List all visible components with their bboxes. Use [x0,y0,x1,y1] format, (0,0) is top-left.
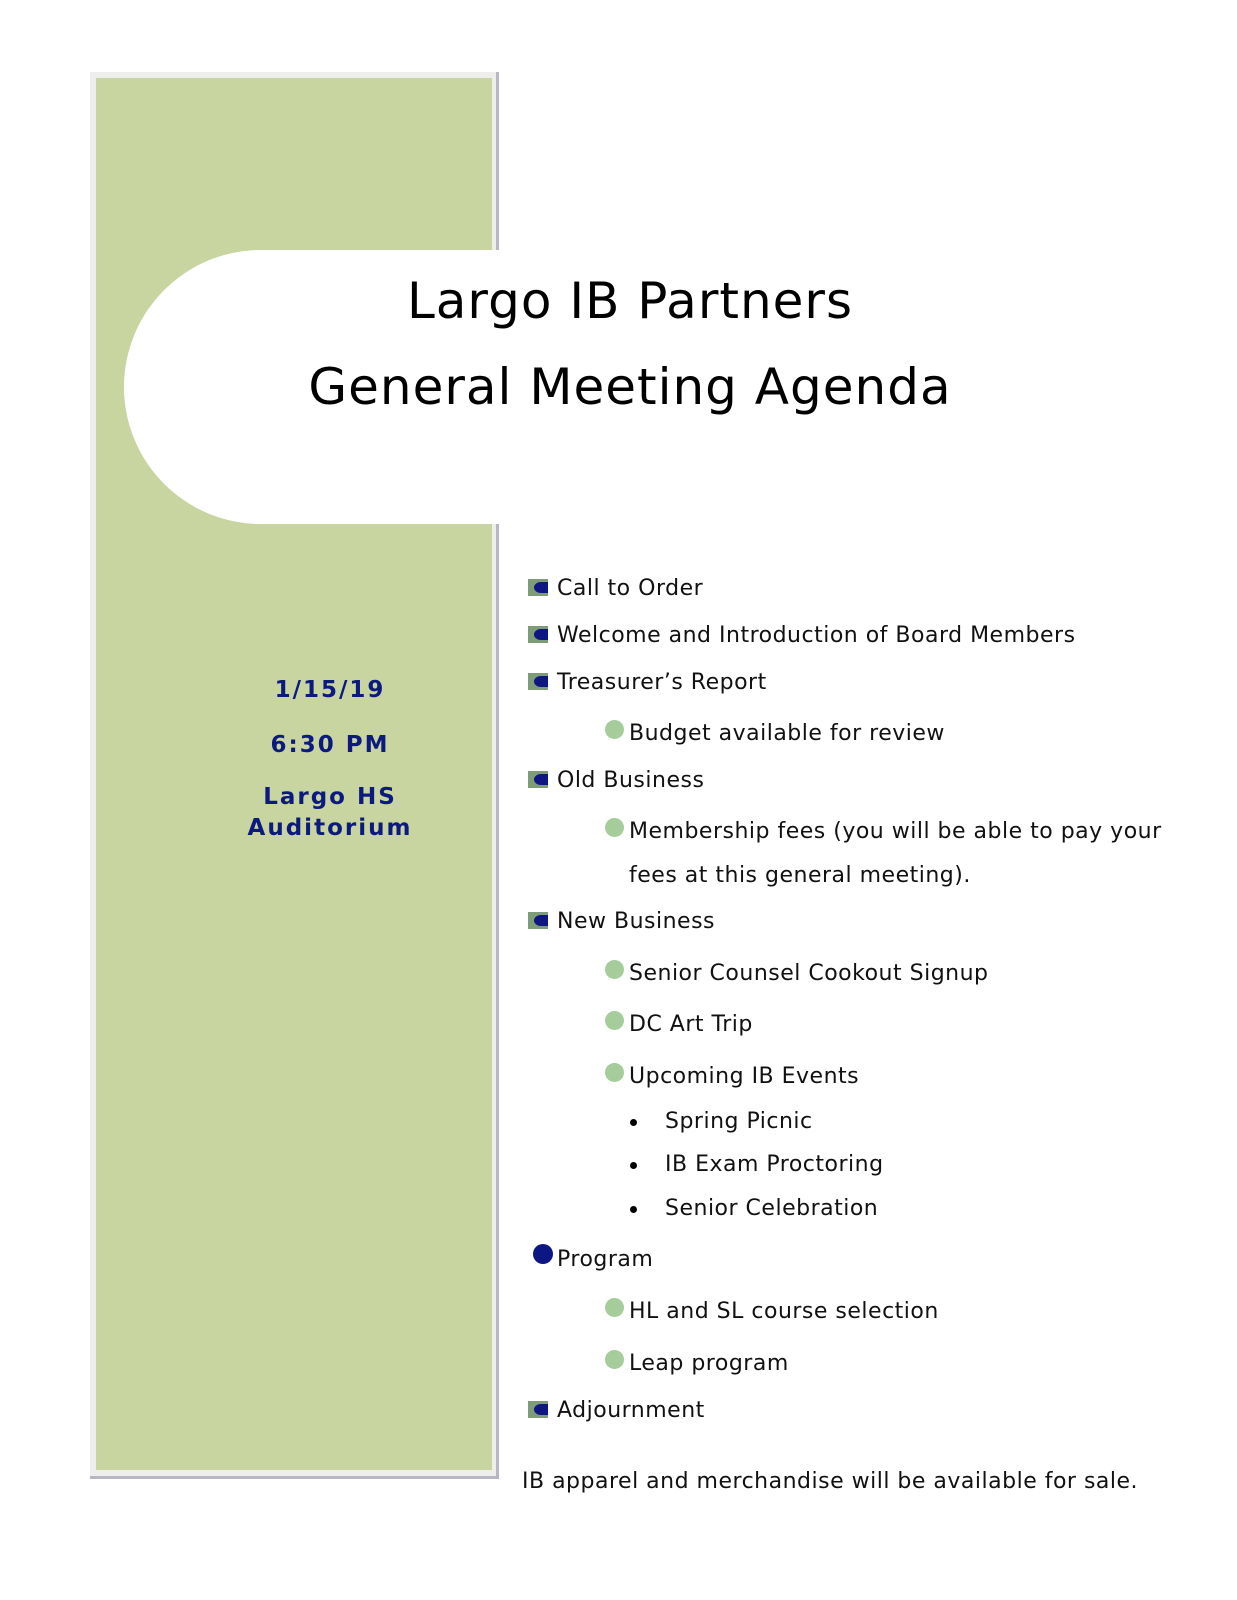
agenda-item-old-business [557,759,704,803]
merchandise-note: IB apparel and merchandise will be available for sale. [522,1469,1139,1494]
agenda-subitem-label: Leap program [629,1351,789,1376]
agenda-item-program [557,1238,653,1282]
green-circle-bullet-icon [605,1011,624,1030]
green-circle-bullet-icon [605,1298,624,1317]
navy-circle-bullet-icon [533,1244,553,1264]
flag-bullet-icon [528,1401,548,1418]
agenda-subitem-membership-fees [629,810,1162,898]
agenda-item-label: Call to Order [557,576,704,601]
flag-bullet-icon [528,771,548,788]
agenda-item-label: Program [557,1247,654,1272]
flag-bullet-icon [528,673,548,690]
green-circle-bullet-icon [605,720,624,739]
agenda-subitem-leap-program [629,1342,789,1386]
event-item-senior-celebration [665,1187,878,1231]
agenda-subitem-cookout [629,952,989,996]
agenda-item-label: Adjournment [557,1398,705,1423]
agenda-item-adjournment [557,1389,705,1433]
event-item-label: Spring Picnic [665,1109,813,1134]
agenda-subitem-label: Budget available for review [629,721,945,746]
agenda-subitem-label: Senior Counsel Cookout Signup [629,961,989,986]
title-line-1: Largo IB Partners [406,272,854,330]
agenda-subitem-label-line-1: Membership fees (you will be able to pay your [629,819,1162,844]
agenda-subitem-label: DC Art Trip [629,1012,753,1037]
flag-bullet-icon [528,912,548,929]
meeting-time: 6:30 PM [270,732,390,758]
agenda-item-treasurer-report [557,661,767,705]
agenda-subitem-label-line-2: fees at this general meeting). [629,863,971,888]
agenda-item-new-business [557,900,715,944]
agenda-subitem-hl-sl-selection [629,1290,939,1334]
agenda-subitem-label: HL and SL course selection [629,1299,939,1324]
agenda-item-call-to-order [557,567,703,611]
event-item-label: Senior Celebration [665,1196,879,1221]
agenda-subitem-dc-art-trip [629,1003,753,1047]
small-dot-bullet-icon [630,1119,637,1126]
flag-bullet-icon [528,579,548,596]
meeting-location-line-2: Auditorium [247,815,413,841]
event-item-spring-picnic [665,1100,813,1144]
small-dot-bullet-icon [630,1162,637,1169]
agenda-subitem-upcoming-events [629,1055,859,1099]
meeting-location-line-1: Largo HS [263,784,397,810]
agenda-item-label: Old Business [557,768,705,793]
agenda-item-label: Treasurer’s Report [557,670,767,695]
agenda-item-label: Welcome and Introduction of Board Members [557,623,1076,648]
agenda-item-label: New Business [557,909,715,934]
event-item-exam-proctoring [665,1143,884,1187]
agenda-subitem-budget [629,712,945,756]
green-circle-bullet-icon [605,1063,624,1082]
flag-bullet-icon [528,626,548,643]
green-circle-bullet-icon [605,960,624,979]
small-dot-bullet-icon [630,1206,637,1213]
green-circle-bullet-icon [605,818,624,837]
event-item-label: IB Exam Proctoring [665,1152,884,1177]
agenda-item-welcome [557,614,1076,658]
meeting-date: 1/15/19 [274,677,386,703]
green-circle-bullet-icon [605,1350,624,1369]
title-line-2: General Meeting Agenda [308,358,952,416]
agenda-subitem-label: Upcoming IB Events [629,1064,860,1089]
